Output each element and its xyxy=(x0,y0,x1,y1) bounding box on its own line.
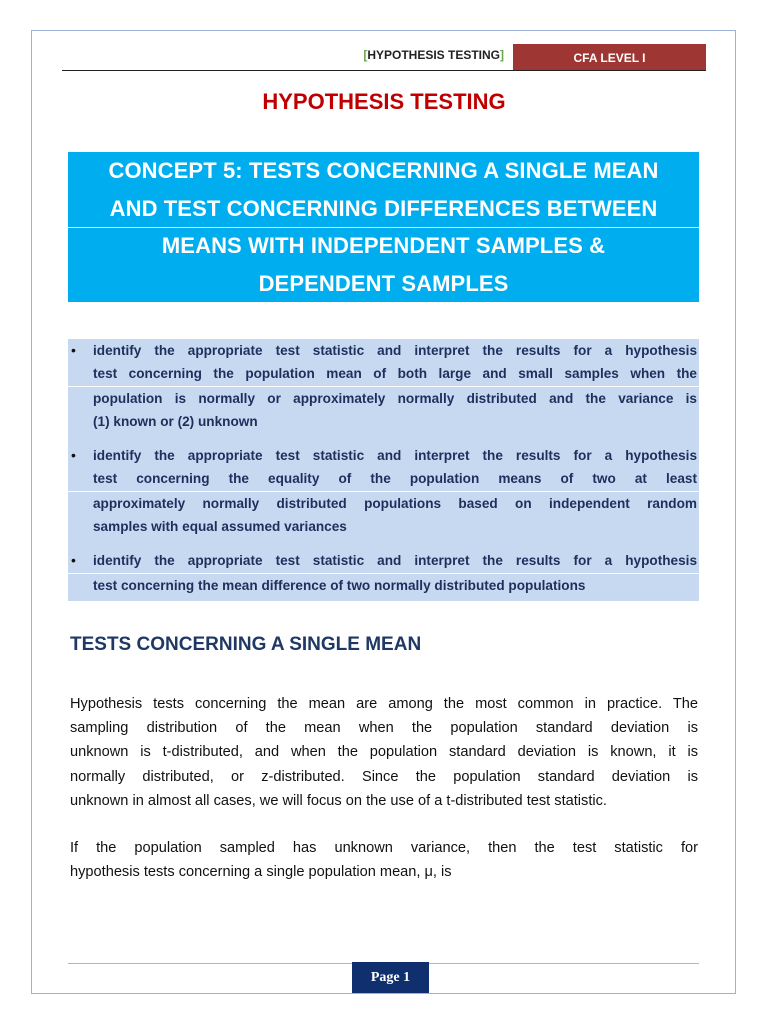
list-item-line: identify the appropriate test statistic and interpret the results for a hypothesis xyxy=(93,343,697,358)
list-bottom-padding xyxy=(68,597,699,601)
concept-line: MEANS WITH INDEPENDENT SAMPLES & xyxy=(161,233,606,258)
page-number-badge: Page 1 xyxy=(352,962,429,993)
concept-line: AND TEST CONCERNING DIFFERENCES BETWEEN xyxy=(109,195,658,221)
list-item xyxy=(68,444,699,538)
list-item-line: identify the appropriate test statistic and interpret the results for a hypothesis xyxy=(93,553,697,569)
list-item-line: test concerning the population mean of both large and small samples when the xyxy=(93,366,697,382)
header-bracket-close: ] xyxy=(500,48,504,62)
header-title xyxy=(300,48,504,62)
paragraph-line: normally distributed, or z-distributed. Since the population standard deviation is xyxy=(70,768,698,785)
concept-line: DEPENDENT SAMPLES xyxy=(258,270,509,296)
paragraph-line: hypothesis tests concerning a single population mean, μ, is xyxy=(70,864,452,881)
section-heading: TESTS CONCERNING A SINGLE MEAN xyxy=(70,634,422,655)
list-item-line: samples with equal assumed variances xyxy=(93,519,347,535)
list-item-line: population is normally or approximately normally distributed and the variance is xyxy=(93,390,697,406)
list-item-line: test concerning the equality of the population means of two at least xyxy=(93,471,697,487)
header-title-text: HYPOTHESIS TESTING xyxy=(367,48,500,62)
document-title: HYPOTHESIS TESTING xyxy=(262,89,506,114)
bullet-dot-icon: • xyxy=(71,447,76,464)
paragraph-line: unknown in almost all cases, we will focus on the use of a t-distributed test statistic. xyxy=(70,792,607,809)
concept-box xyxy=(68,152,699,302)
header-bracket-open: [ xyxy=(363,48,368,62)
learning-outcomes-list xyxy=(68,339,699,601)
bullet-dot-icon: • xyxy=(71,342,76,358)
list-item-line: test concerning the mean difference of two normally distributed populations xyxy=(93,577,586,593)
concept-line: CONCEPT 5: TESTS CONCERNING A SINGLE MEAN xyxy=(108,158,659,183)
header-rule xyxy=(62,70,706,71)
paragraph-line: unknown is t-distributed, and when the population standard deviation is known, it is xyxy=(70,744,698,761)
concept-divider xyxy=(68,227,699,228)
paragraph xyxy=(70,692,698,813)
list-item xyxy=(68,549,699,597)
list-item-line: identify the appropriate test statistic and interpret the results for a hypothesis xyxy=(93,448,697,464)
list-item xyxy=(68,339,699,433)
list-gap xyxy=(68,538,699,549)
header-badge: CFA LEVEL I xyxy=(513,44,706,71)
paragraph-line: If the population sampled has unknown variance, then the test statistic for xyxy=(70,840,698,856)
list-item-line: (1) known or (2) unknown xyxy=(93,413,258,429)
bullet-dot-icon: • xyxy=(71,552,76,569)
paragraph-line: sampling distribution of the mean when the population standard deviation is xyxy=(70,720,698,737)
list-gap xyxy=(68,433,699,444)
paragraph-line: Hypothesis tests concerning the mean are among the most common in practice. The xyxy=(70,696,698,712)
paragraph xyxy=(70,836,698,884)
list-item-line: approximately normally distributed populations based on independent random xyxy=(93,495,697,511)
